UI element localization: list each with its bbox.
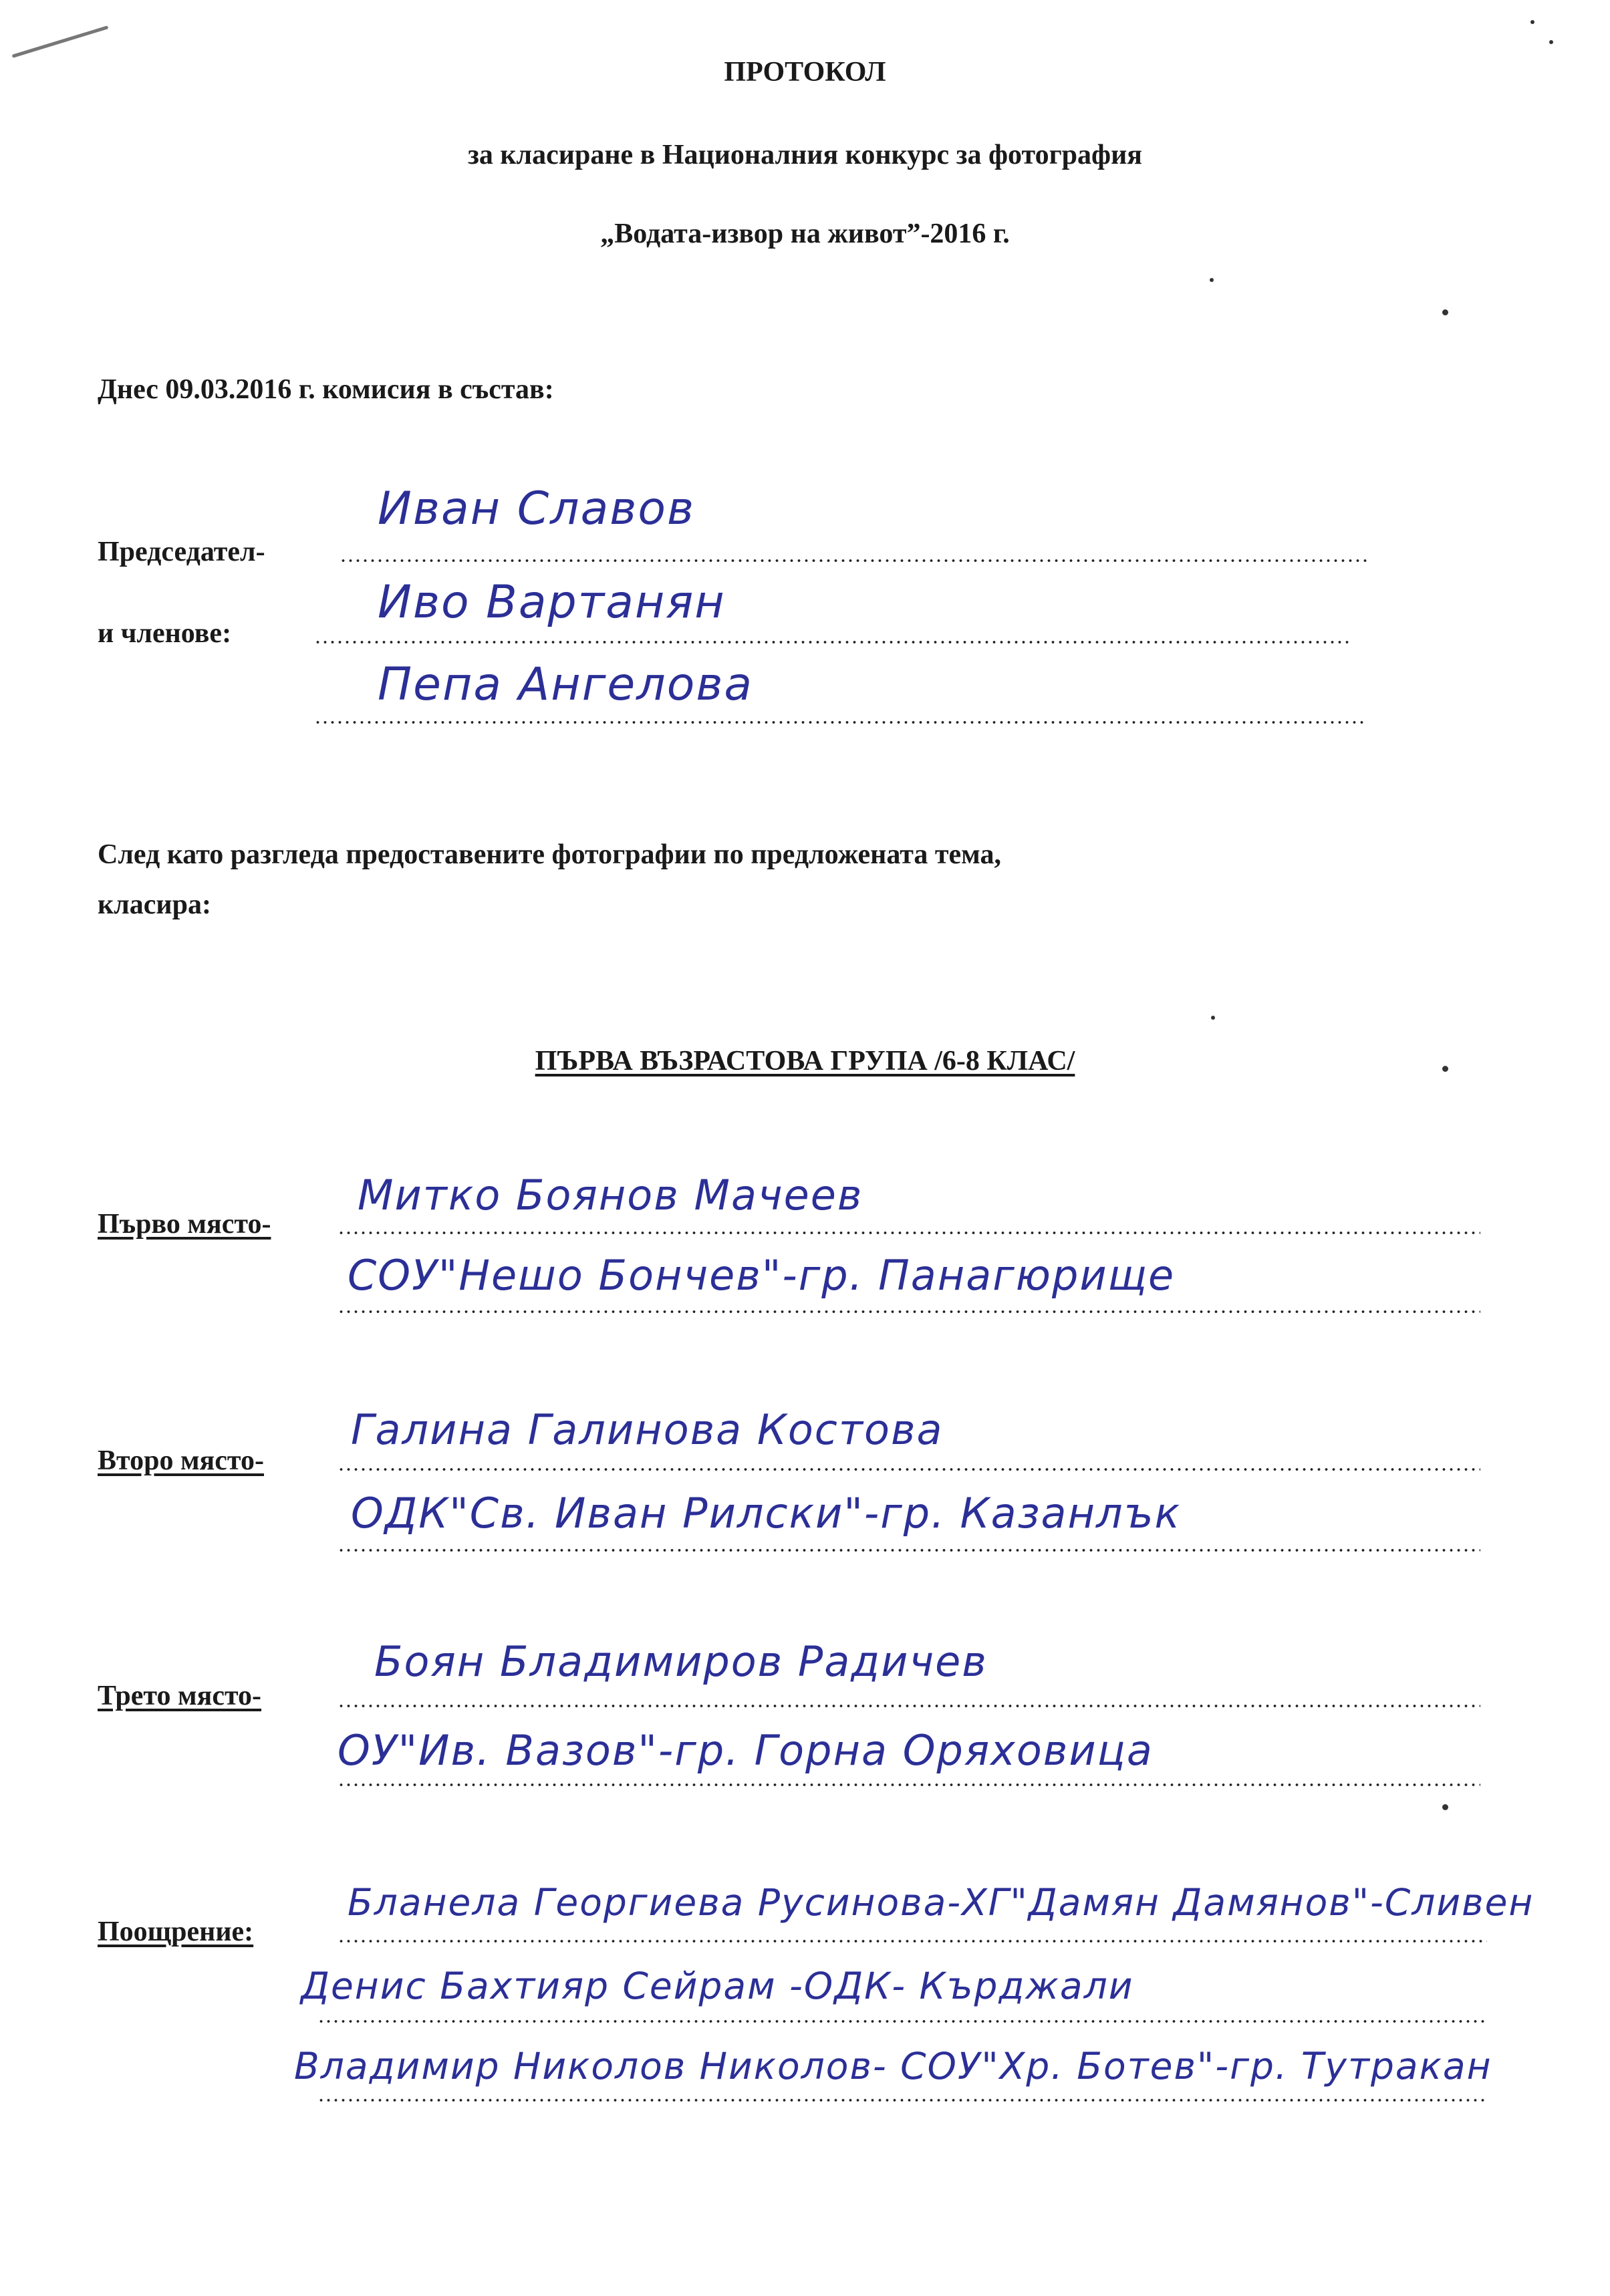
age-group-heading: ПЪРВА ВЪЗРАСТОВА ГРУПА /6-8 КЛАС/: [535, 1046, 1075, 1077]
encouragement-label: Поощрение:: [98, 1916, 254, 1947]
third-place-label: Трето място-: [98, 1681, 262, 1711]
third-place-school: ОУ"Ив. Вазов"-гр. Горна Оряховица: [338, 1726, 1154, 1775]
statement-line-1: След като разгледа предоставените фотографии по предложената тема,: [98, 839, 1001, 870]
scan-speck: [1549, 40, 1553, 44]
third-place-line-2: [338, 1783, 1480, 1787]
first-place-school: СОУ"Нешо Бончев"-гр. Панагюрище: [348, 1251, 1176, 1300]
third-place-line-1: [338, 1704, 1480, 1708]
member-1-name: Иво Вартанян: [378, 576, 726, 629]
second-place-school: ОДК"Св. Иван Рилски"-гр. Казанлък: [351, 1489, 1181, 1538]
encouragement-entry-1: Бланела Георгиева Русинова-ХГ"Дамян Дамянов"-Сливен: [348, 1881, 1534, 1924]
intro-text: Днес 09.03.2016 г. комисия в състав:: [98, 374, 554, 405]
first-place-name: Митко Боянов Мачеев: [358, 1171, 863, 1219]
first-place-label: Първо място-: [98, 1209, 271, 1240]
second-place-line-1: [338, 1467, 1480, 1471]
statement-line-2: класира:: [98, 889, 211, 920]
document-title: ПРОТОКОЛ: [724, 57, 886, 88]
encouragement-line-2: [317, 2019, 1487, 2023]
member-2-dotted-line: [314, 720, 1367, 724]
scan-speck: [1211, 1016, 1215, 1020]
member-1-dotted-line: [314, 640, 1350, 644]
scan-scratch-mark: [12, 25, 109, 58]
encouragement-line-1: [338, 1939, 1487, 1943]
third-place-name: Боян Бладимиров Радичев: [374, 1637, 988, 1686]
second-place-label: Второ място-: [98, 1445, 264, 1476]
scan-speck: [1442, 1066, 1448, 1072]
encouragement-line-3: [317, 2098, 1487, 2102]
contest-name: „Водата-извор на живот”-2016 г.: [600, 219, 1010, 249]
second-place-name: Галина Галинова Костова: [351, 1405, 944, 1454]
first-place-line-2: [338, 1310, 1480, 1314]
document-subtitle: за класиране в Националния конкурс за фотография: [467, 140, 1142, 170]
chair-dotted-line: [340, 559, 1369, 563]
members-label: и членове:: [98, 618, 232, 649]
encouragement-entry-3: Владимир Николов Николов- СОУ"Хр. Ботев"-гр. Тутракан: [294, 2045, 1492, 2088]
first-place-line-1: [338, 1231, 1480, 1235]
scan-speck: [1210, 278, 1214, 282]
member-2-name: Пепа Ангелова: [378, 658, 754, 711]
second-place-line-2: [338, 1548, 1480, 1552]
chair-signature-name: Иван Славов: [378, 482, 696, 535]
scan-speck: [1442, 309, 1448, 315]
encouragement-entry-2: Денис Бахтияр Сейрам -ОДК- Кърджали: [301, 1965, 1134, 2007]
scan-speck: [1530, 20, 1534, 24]
scan-speck: [1442, 1804, 1448, 1810]
chair-label: Председател-: [98, 537, 265, 567]
